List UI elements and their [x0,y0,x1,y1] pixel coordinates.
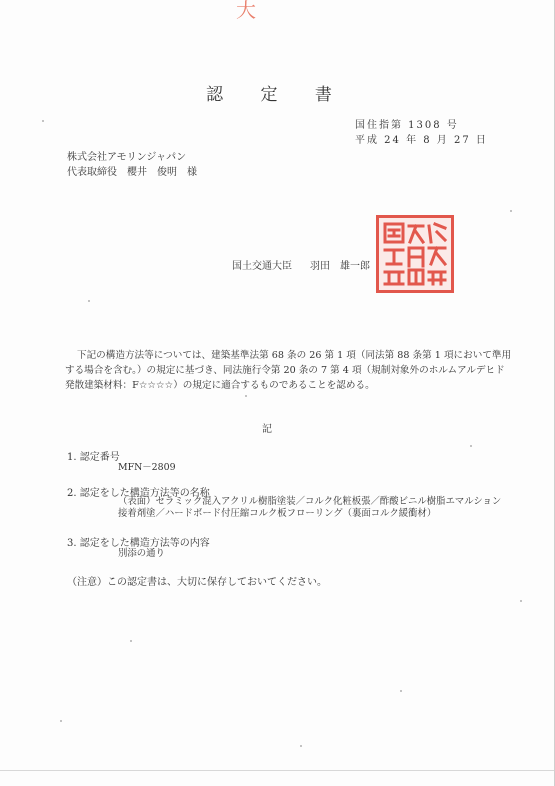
document-title: 認 定 書 [206,85,348,105]
scan-speck [520,600,522,602]
ki-heading: 記 [262,424,272,435]
issuer-name: 羽田 雄一郎 [310,261,370,272]
scan-speck [300,745,302,747]
recipient-company: 株式会社アモリンジャパン [67,152,187,163]
scan-speck [130,640,132,642]
scan-speck [42,120,44,122]
official-seal [376,215,454,293]
scan-speck [88,300,90,302]
document-number: 国住指第 1308 号 [355,120,459,131]
page-bottom-edge [0,770,554,771]
scan-speck [245,395,247,397]
recipient-block [67,150,197,180]
item-3-value: 別添の通り [118,548,165,559]
scan-speck [60,720,62,722]
item-2-value: （表面）セラミック混入アクリル樹脂塗装／コルク化粧板張／酢酸ビニル樹脂エマルション接着剤塗／ハードボード付圧縮コルク板フローリング（裏面コルク緩衝材） [118,496,502,519]
issuer-office: 国土交通大臣 [232,261,292,272]
scan-speck [470,445,472,447]
caution-note: （注意）この認定書は、大切に保存しておいてください。 [67,577,327,588]
seal-graphic [379,218,451,290]
certification-statement: 下記の構造方法等については、建築基準法第 68 条の 26 第 1 項（同法第 88 条第 1 項において準用する場合を含む。）の規定に基づき、同法施行令第 20 条の 7 第 4 項（規制対象外のホルムアルデヒド発散建築材料：F☆☆☆☆）の規定に適合するものであることを認める。 [65,350,512,391]
document-date: 平成 24 年 8 月 27 日 [355,135,488,146]
top-stamp-mark: 大 [236,0,260,22]
recipient-representative: 代表取締役 櫻井 俊明 様 [67,167,197,178]
scan-speck [400,690,402,692]
item-1-label: 1. 認定番号 [67,452,120,463]
item-3-label: 3. 認定をした構造方法等の内容 [67,538,210,549]
item-2-label: 2. 認定をした構造方法等の名称 [67,488,210,499]
issuer-line [232,257,370,272]
item-1-value: MFN－2809 [118,462,176,473]
scan-speck [510,210,512,212]
